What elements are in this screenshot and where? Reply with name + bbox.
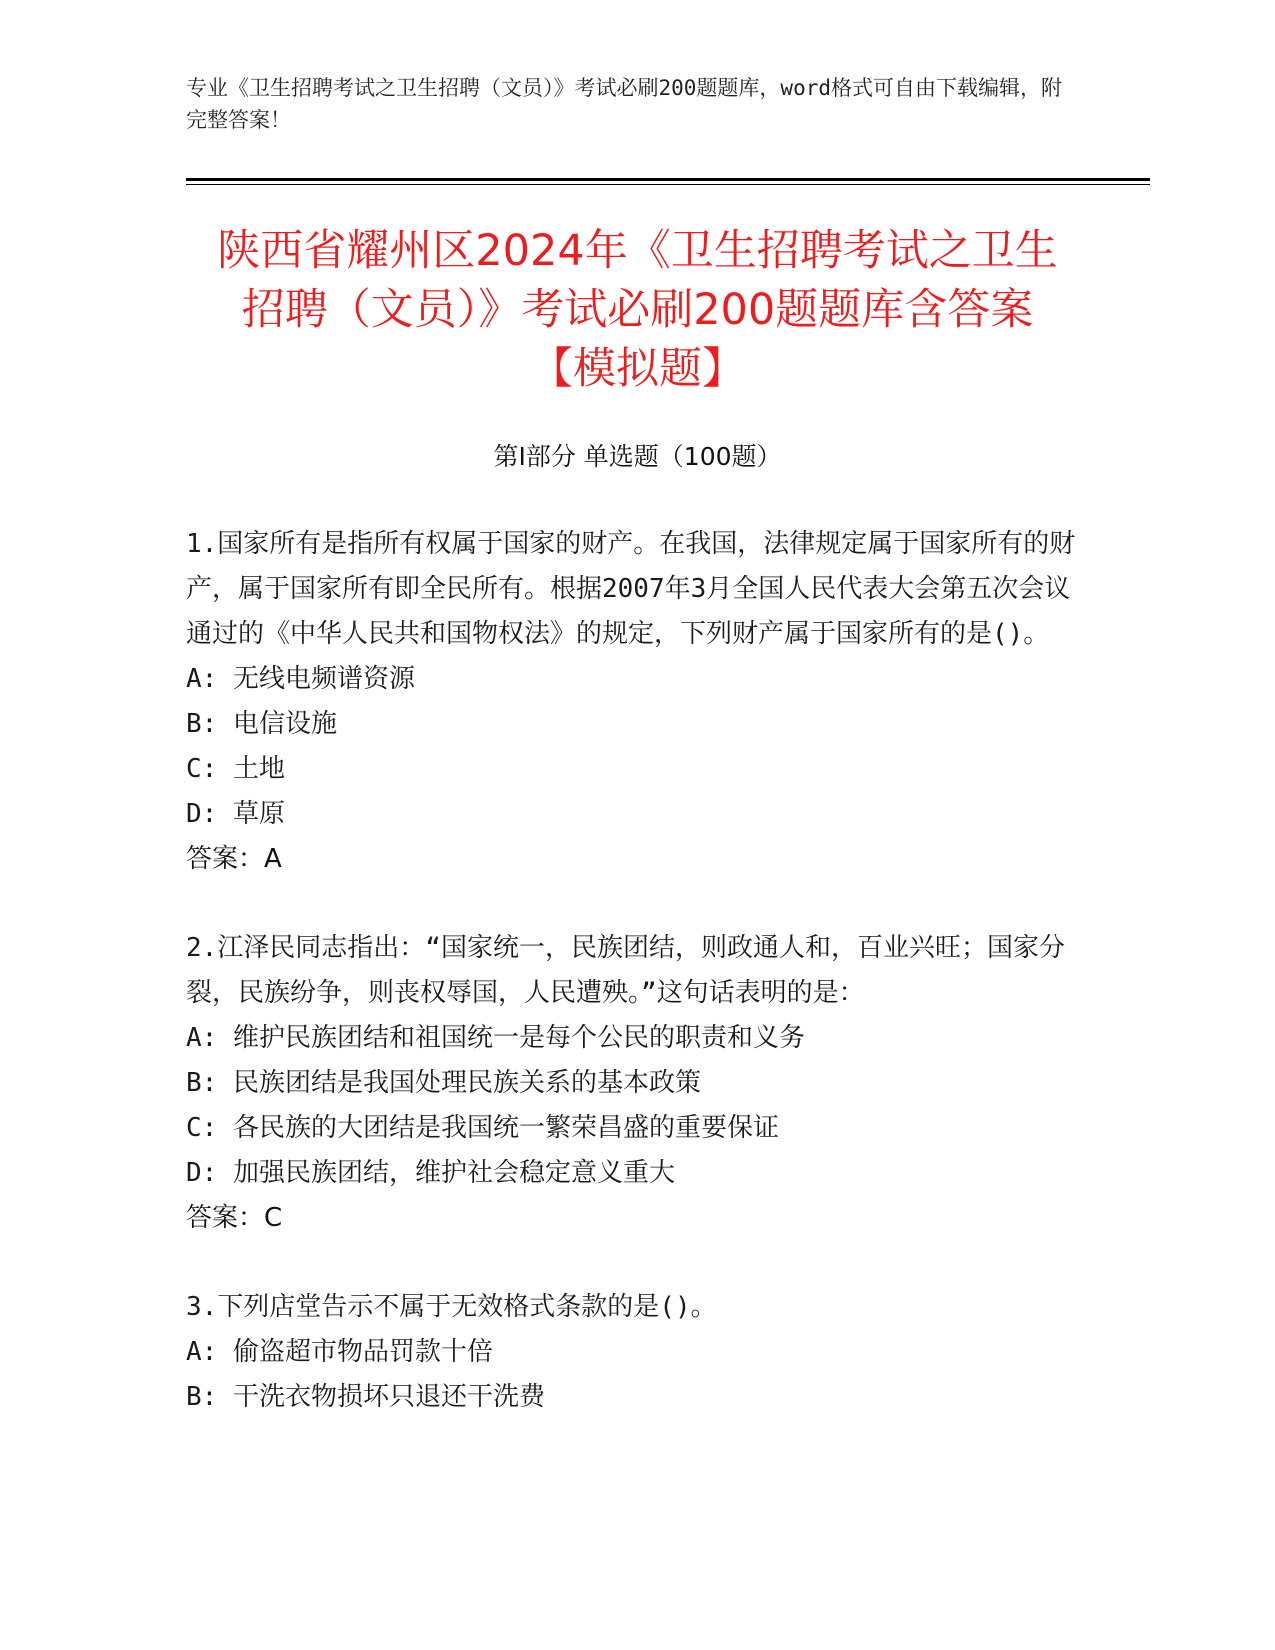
- option-c: C: 各民族的大团结是我国统一繁荣昌盛的重要保证: [186, 1113, 779, 1143]
- question-item: [186, 1285, 1086, 1420]
- question-item: [186, 926, 1086, 1241]
- answer-line: 答案：C: [186, 1203, 283, 1233]
- header-note: 专业《卫生招聘考试之卫生招聘（文员）》考试必刷200题题库，word格式可自由下载编辑，附完整答案！: [186, 76, 1062, 132]
- option-b: B: 民族团结是我国处理民族关系的基本政策: [186, 1068, 701, 1098]
- question-item: [186, 522, 1086, 882]
- question-stem: 3.下列店堂告示不属于无效格式条款的是()。: [186, 1292, 717, 1322]
- question-stem: 2.江泽民同志指出：“国家统一，民族团结，则政通人和，百业兴旺；国家分裂，民族纷争，则丧权辱国，人民遭殃。”这句话表明的是：: [186, 933, 1065, 1008]
- section-title: 第Ⅰ部分 单选题（100题）: [493, 442, 782, 471]
- option-d: D: 草原: [186, 799, 285, 829]
- option-a: A: 无线电频谱资源: [186, 664, 415, 694]
- document-title: [150, 222, 1125, 399]
- option-c: C: 土地: [186, 754, 285, 784]
- option-b: B: 干洗衣物损坏只退还干洗费: [186, 1382, 545, 1412]
- option-a: A: 偷盗超市物品罚款十倍: [186, 1337, 493, 1367]
- question-stem: 1.国家所有是指所有权属于国家的财产。在我国，法律规定属于国家所有的财产，属于国家所有即全民所有。根据2007年3月全国人民代表大会第五次会议通过的《中华人民共和国物权法》的规定，下列财产属于国家所有的是()。: [186, 529, 1076, 649]
- header-divider-thick: [186, 178, 1150, 181]
- document-title-line-3: 【模拟题】: [530, 344, 745, 394]
- question-list: [186, 522, 1086, 1464]
- option-d: D: 加强民族团结，维护社会稳定意义重大: [186, 1158, 675, 1188]
- document-title-line-2: 招聘（文员）》考试必刷200题题库含答案: [241, 285, 1034, 335]
- header-divider-thin: [186, 184, 1150, 185]
- document-title-line-1: 陕西省耀州区2024年《卫生招聘考试之卫生: [217, 226, 1058, 276]
- answer-line: 答案：A: [186, 844, 282, 874]
- option-a: A: 维护民族团结和祖国统一是每个公民的职责和义务: [186, 1023, 805, 1053]
- option-b: B: 电信设施: [186, 709, 337, 739]
